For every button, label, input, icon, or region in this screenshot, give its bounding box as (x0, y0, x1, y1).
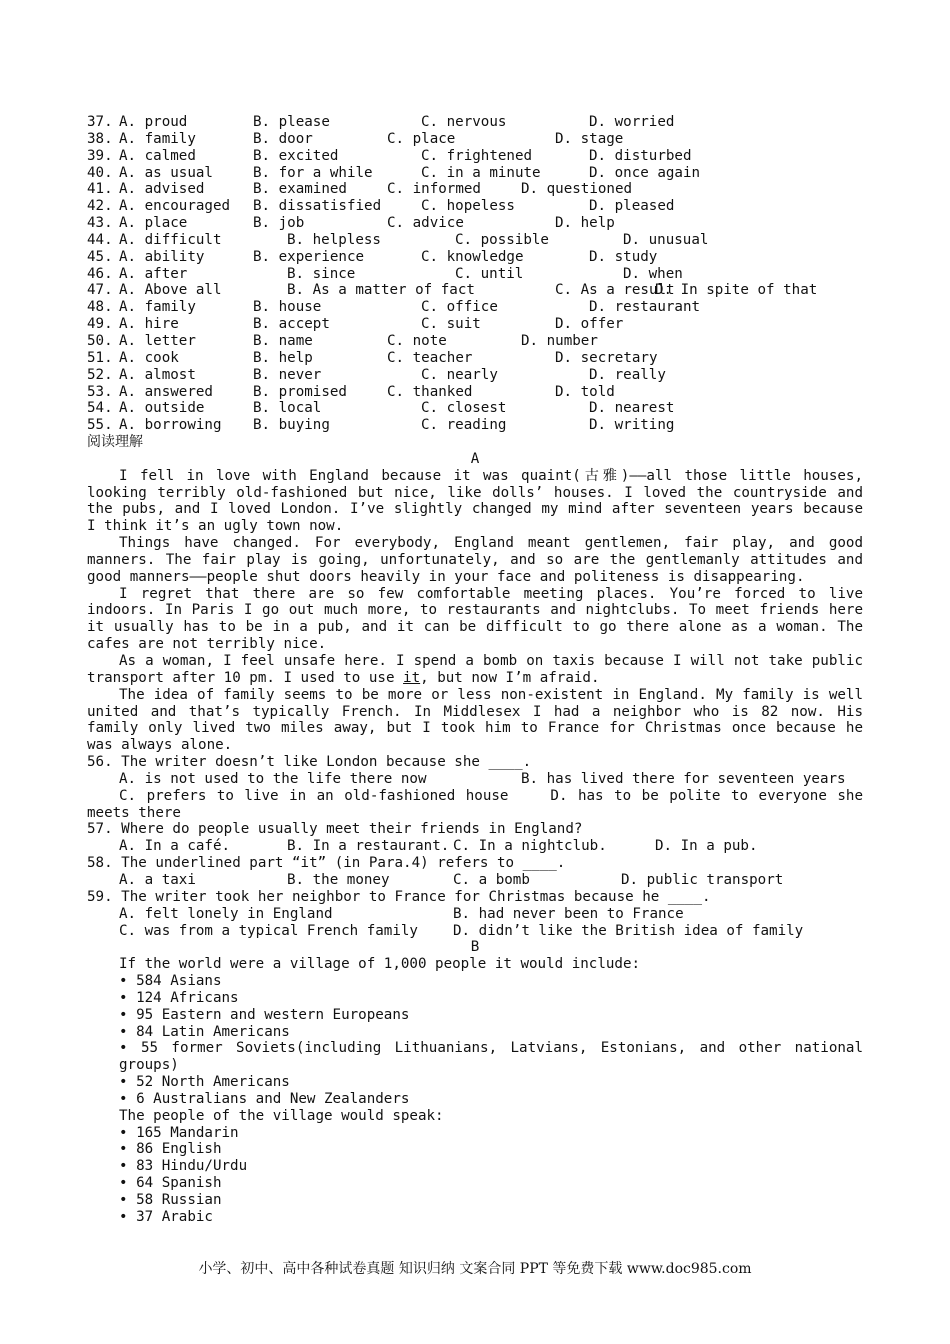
question-number: 46. (87, 265, 113, 282)
bullet-icon: • (119, 1006, 128, 1023)
cloze-row (87, 299, 863, 316)
option-d: D. when (623, 265, 683, 282)
question-58-stem: 58. The underlined part “it” (in Para.4) refers to ____. (87, 855, 566, 872)
population-item: • 52 North Americans (119, 1074, 290, 1091)
underlined-it: it (403, 669, 421, 686)
bullet-icon: • (119, 1158, 128, 1175)
option-b: B. As a matter of fact (287, 282, 475, 299)
bullet-icon: • (119, 989, 128, 1006)
question-number: 50. (87, 332, 113, 349)
option-d: D. worried (589, 114, 675, 130)
passage-a-paragraph-5: The idea of family seems to be more or less non-existent in England. My family is well united and that’s typically French. In Middlesex I had a neighbor who is 82 now. His family only lived two miles away, but I took him to France for Christmas once because he was always alone. (87, 686, 863, 754)
option-c: C. closest (421, 400, 507, 417)
option-c: C. teacher (387, 349, 473, 366)
bullet-icon: • (119, 973, 128, 990)
option-a: A. cook (119, 349, 179, 366)
option-c: C. nearly (421, 366, 498, 383)
option-a: A. answered (119, 383, 213, 400)
option-d: D. study (589, 248, 658, 265)
option-b: B. please (253, 114, 330, 130)
question-number: 37. (87, 114, 113, 130)
bullet-icon: • (119, 1192, 128, 1208)
cloze-row (87, 215, 863, 232)
question-number: 49. (87, 316, 113, 333)
option-b: B. never (253, 366, 322, 383)
option-d: D. questioned (521, 181, 633, 198)
language-item: • 37 Arabic (119, 1208, 213, 1225)
exam-page (87, 114, 863, 1226)
cloze-row (87, 316, 863, 333)
option-b: B. dissatisfied (253, 198, 382, 215)
option-a: A. advised (119, 181, 205, 198)
option-c: C. thanked (387, 383, 473, 400)
passage-a-paragraph-4: As a woman, I feel unsafe here. I spend a bomb on taxis because I will not take public transport after 10 pm. I used to use it, but now I’m afraid. (87, 653, 863, 686)
cloze-row (87, 350, 863, 367)
option-d: D. pleased (589, 198, 675, 215)
population-item: • 95 Eastern and western Europeans (119, 1006, 410, 1023)
question-56-option-a: A. is not used to the life there now (119, 770, 427, 787)
option-d: D. offer (555, 316, 624, 333)
passage-a-paragraph-2: Things have changed. For everybody, England meant gentlemen, fair play, and good manners. The fair play is going, unfortunately, and so are the gentlemanly attitudes and good manners——people shut doors heavily in your face and politeness is disappearing. (87, 535, 863, 585)
option-a: A. as usual (119, 164, 213, 181)
passage-b-intro: If the world were a village of 1,000 people it would include: (119, 956, 641, 973)
option-b: B. experience (253, 248, 365, 265)
option-b: B. excited (253, 147, 339, 164)
question-number: 47. (87, 282, 113, 299)
option-c: C. advice (387, 215, 464, 232)
cloze-row (87, 232, 863, 249)
cloze-row (87, 400, 863, 417)
option-a: A. proud (119, 114, 188, 130)
option-c: C. until (455, 265, 524, 282)
option-a: A. outside (119, 400, 205, 417)
bullet-icon: • (119, 1124, 128, 1141)
question-number: 43. (87, 215, 113, 232)
question-number: 54. (87, 400, 113, 417)
option-b: B. name (253, 332, 313, 349)
question-59-stem: 59. The writer took her neighbor to France for Christmas because he ____. (87, 888, 711, 905)
option-c: C. possible (455, 231, 549, 248)
option-c: C. knowledge (421, 248, 524, 265)
cloze-row (87, 114, 863, 131)
option-c: C. in a minute (421, 164, 541, 181)
option-a: A. family (119, 130, 196, 147)
option-a: A. calmed (119, 147, 196, 164)
question-59-options-row-2: C. was from a typical French family D. didn’t like the British idea of family (119, 922, 804, 939)
question-58-options: A. a taxi B. the money C. a bomb D. public transport (119, 871, 784, 888)
question-number: 45. (87, 248, 113, 265)
passage-a-paragraph-1: I fell in love with England because it was quaint(古雅)——all those little houses, looking terribly old-fashioned but nice, like dolls’ houses. I loved the countryside and the pubs, and I loved London. I’ve slightly changed my mind after seventeen years because I think it’s an ugly town now. (87, 467, 863, 535)
option-a: A. after (119, 265, 188, 282)
population-item: • 124 Africans (119, 989, 239, 1006)
option-a: A. difficult (119, 231, 222, 248)
footer-banner: 小学、初中、高中各种试卷真题 知识归纳 文案合同 PPT 等免费下载 www.doc985.com (198, 1261, 752, 1277)
passage-b-label: B (470, 939, 480, 956)
population-list (87, 973, 863, 1108)
bullet-icon: • (119, 1023, 128, 1040)
languages-list (87, 1125, 863, 1226)
option-d: D. told (555, 383, 615, 400)
option-d: D. restaurant (589, 299, 701, 316)
cloze-row (87, 249, 863, 266)
languages-intro: The people of the village would speak: (119, 1107, 444, 1124)
question-number: 48. (87, 299, 113, 316)
question-number: 51. (87, 349, 113, 366)
question-number: 41. (87, 181, 113, 198)
cloze-row (87, 282, 863, 299)
population-item: • 84 Latin Americans (119, 1023, 290, 1040)
bullet-icon: • (119, 1040, 128, 1057)
question-number: 53. (87, 383, 113, 400)
question-number: 40. (87, 164, 113, 181)
question-59-options-row-1: A. felt lonely in England B. had never been to France (119, 905, 684, 922)
question-number: 39. (87, 147, 113, 164)
cloze-row (87, 198, 863, 215)
bullet-icon: • (119, 1074, 128, 1091)
cloze-row (87, 165, 863, 182)
question-56-options-row-1 (87, 771, 863, 788)
option-c: C. office (421, 299, 498, 316)
cloze-row (87, 148, 863, 165)
option-a: A. borrowing (119, 417, 222, 434)
option-c: C. note (387, 332, 447, 349)
option-a: A. family (119, 299, 196, 316)
option-d: D. In spite of that (655, 282, 818, 299)
population-item: • 584 Asians (119, 973, 222, 990)
question-number: 44. (87, 231, 113, 248)
question-number: 42. (87, 198, 113, 215)
option-d: D. number (521, 332, 598, 349)
option-c: C. nervous (421, 114, 507, 130)
option-c: C. informed (387, 181, 481, 198)
population-item: • 6 Australians and New Zealanders (119, 1090, 410, 1107)
option-b: B. since (287, 265, 356, 282)
option-d: D. disturbed (589, 147, 692, 164)
cloze-row (87, 266, 863, 283)
question-number: 55. (87, 417, 113, 434)
option-a: A. encouraged (119, 198, 231, 215)
option-d: D. writing (589, 417, 675, 434)
passage-a-paragraph-3: I regret that there are so few comfortable meeting places. You’re forced to live indoors. In Paris I go out much more, to restaurants and nightclubs. To meet friends here it usually has to be in a pub, and it can be difficult to go there alone as a woman. The cafes are not terribly nice. (87, 585, 863, 653)
language-item: • 64 Spanish (119, 1175, 222, 1192)
option-a: A. place (119, 215, 188, 232)
option-d: D. really (589, 366, 666, 383)
option-b: B. house (253, 299, 322, 316)
option-a: A. ability (119, 248, 205, 265)
question-57-stem: 57. Where do people usually meet their friends in England? (87, 821, 583, 838)
question-number: 38. (87, 130, 113, 147)
option-c: C. hopeless (421, 198, 515, 215)
passage-a-label: A (470, 450, 480, 467)
language-item: • 86 English (119, 1141, 222, 1158)
option-a: A. hire (119, 316, 179, 333)
cloze-row (87, 333, 863, 350)
bullet-icon: • (119, 1208, 128, 1225)
option-a: A. Above all (119, 282, 222, 299)
cloze-row (87, 367, 863, 384)
option-b: B. job (253, 215, 305, 232)
option-c: C. frightened (421, 147, 533, 164)
language-item: • 83 Hindu/Urdu (119, 1158, 248, 1175)
option-b: B. promised (253, 383, 347, 400)
language-item: • 165 Mandarin (119, 1124, 239, 1141)
cloze-row (87, 384, 863, 401)
option-b: B. accept (253, 316, 330, 333)
cloze-options (87, 114, 863, 434)
option-d: D. help (555, 215, 615, 232)
bullet-icon: • (119, 1141, 128, 1158)
cloze-row (87, 417, 863, 434)
question-57-options: A. In a café. B. In a restaurant. C. In a nightclub. D. In a pub. (119, 838, 758, 855)
language-item: • 58 Russian (119, 1192, 222, 1208)
option-c: C. reading (421, 417, 507, 434)
option-c: C. place (387, 130, 456, 147)
cloze-row (87, 181, 863, 198)
option-d: D. secretary (555, 349, 658, 366)
population-item: • 55 former Soviets(including Lithuanians, Latvians, Estonians, and other national groups) (119, 1040, 864, 1074)
option-d: D. nearest (589, 400, 675, 417)
option-b: B. door (253, 130, 313, 147)
option-d: D. once again (589, 164, 701, 181)
option-b: B. examined (253, 181, 347, 198)
option-b: B. for a while (253, 164, 373, 181)
cloze-row (87, 131, 863, 148)
question-number: 52. (87, 366, 113, 383)
question-56-option-cd: C. prefers to live in an old-fashioned house D. has to be polite to everyone she meets there (87, 787, 863, 821)
option-b: B. helpless (287, 231, 381, 248)
bullet-icon: • (119, 1175, 128, 1192)
option-a: A. letter (119, 332, 196, 349)
option-b: B. help (253, 349, 313, 366)
option-b: B. buying (253, 417, 330, 434)
question-56-option-b: B. has lived there for seventeen years (521, 770, 846, 787)
option-a: A. almost (119, 366, 196, 383)
option-d: D. stage (555, 130, 624, 147)
option-c: C. suit (421, 316, 481, 333)
question-56-stem: 56. The writer doesn’t like London because she ____. (87, 754, 532, 771)
bullet-icon: • (119, 1090, 128, 1107)
option-d: D. unusual (623, 231, 709, 248)
section-title: 阅读理解 (87, 434, 143, 451)
option-b: B. local (253, 400, 322, 417)
option-c: C. As a result (555, 282, 675, 299)
